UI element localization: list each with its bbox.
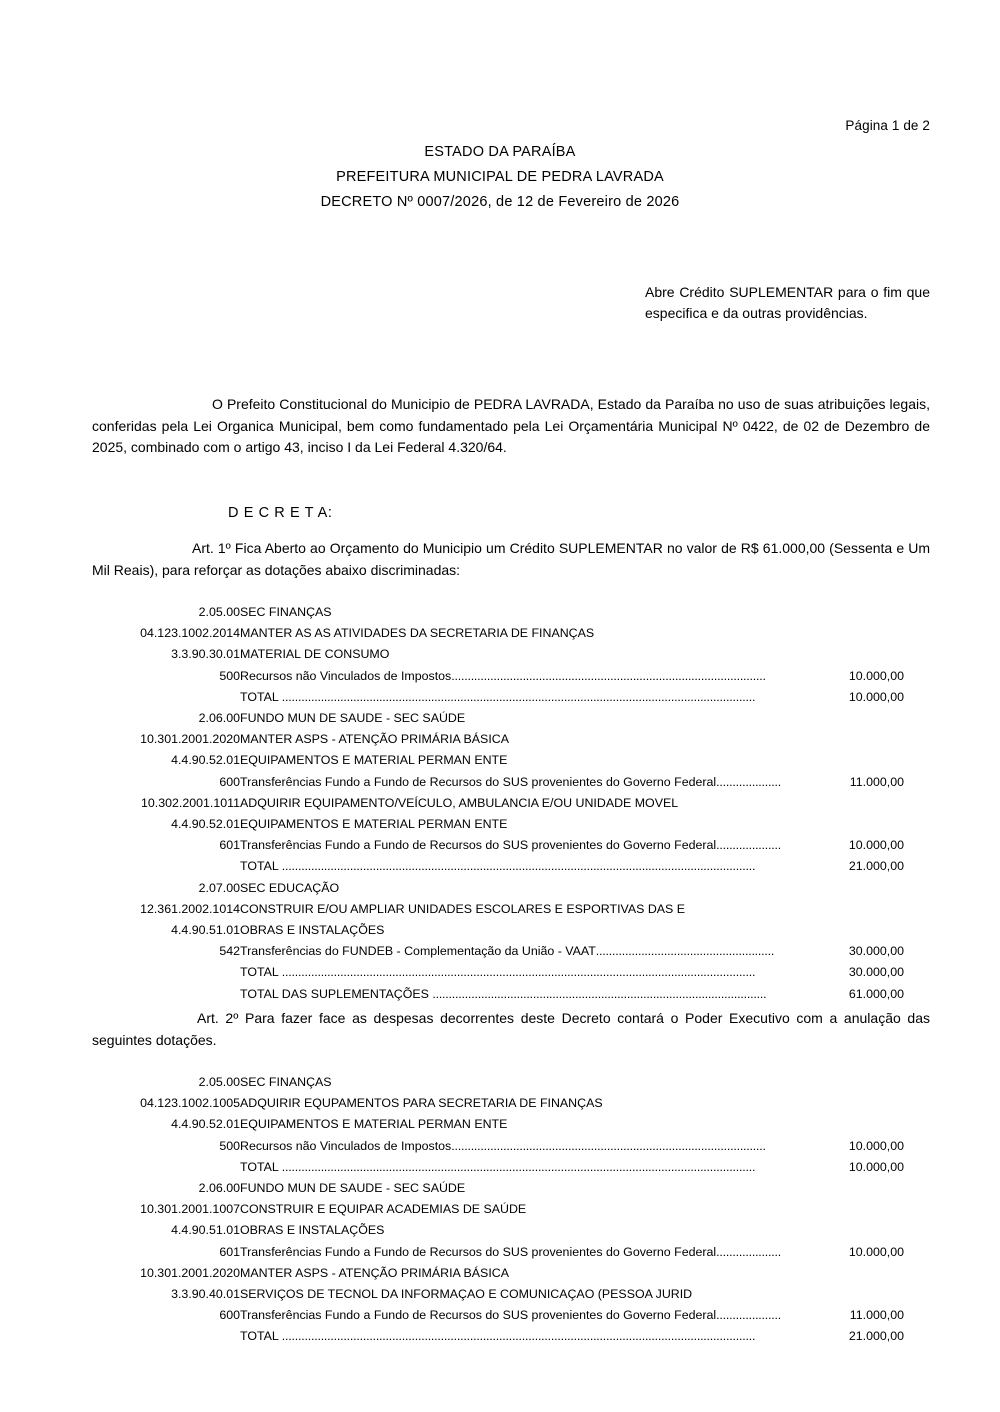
budget-code: 600 xyxy=(219,1308,240,1323)
budget-code: 4.4.90.52.01 xyxy=(171,753,240,768)
budget-code xyxy=(92,1157,240,1178)
budget-description: TOTAL DAS SUPLEMENTAÇÕES ....................................................................................................... xyxy=(240,986,767,1001)
budget-description: EQUIPAMENTOS E MATERIAL PERMAN ENTE xyxy=(240,1117,508,1132)
budget-description: TOTAL .................................................................................................................................................. xyxy=(240,965,756,980)
budget-value xyxy=(794,878,904,899)
budget-value: 11.000,00 xyxy=(849,1308,904,1323)
budget-value xyxy=(794,814,904,835)
budget-description: SERVIÇOS DE TECNOL DA INFORMAÇAO E COMUNICAÇAO (PESSOA JURID xyxy=(240,1287,693,1302)
table-row xyxy=(92,1305,904,1326)
budget-code: 4.4.90.51.01 xyxy=(171,1223,240,1238)
budget-value: 10.000,00 xyxy=(848,1159,904,1174)
budget-code xyxy=(92,962,240,983)
budget-code: 10.302.2001.1011 xyxy=(141,795,240,810)
table-row xyxy=(92,984,904,1005)
budget-value xyxy=(794,1263,904,1284)
budget-description: SEC EDUCAÇÃO xyxy=(240,880,340,895)
table-row xyxy=(92,729,904,750)
table-row xyxy=(92,1242,904,1263)
budget-value xyxy=(794,920,904,941)
table-row xyxy=(92,899,904,920)
table-row xyxy=(92,1220,904,1241)
budget-description: Transferências do FUNDEB - Complementação da União - VAAT....................................................... xyxy=(240,944,775,959)
budget-code: 2.06.00 xyxy=(198,1181,240,1196)
budget-value xyxy=(794,1199,904,1220)
table-row xyxy=(92,750,904,771)
budget-value: 30.000,00 xyxy=(848,965,904,980)
budget-value xyxy=(794,602,904,623)
budget-code: 601 xyxy=(219,838,240,853)
budget-code: 2.07.00 xyxy=(198,880,240,895)
budget-description: CONSTRUIR E/OU AMPLIAR UNIDADES ESCOLARES E ESPORTIVAS DAS E xyxy=(240,901,686,916)
budget-value xyxy=(794,1114,904,1135)
budget-code: 04.123.1002.1005 xyxy=(140,1096,240,1111)
table-row xyxy=(92,708,904,729)
budget-value xyxy=(794,750,904,771)
budget-value xyxy=(794,793,904,814)
budget-code xyxy=(92,856,240,877)
table-row xyxy=(92,941,904,962)
budget-value xyxy=(794,899,904,920)
table-row xyxy=(92,835,904,856)
budget-code: 2.06.00 xyxy=(198,711,240,726)
budget-description: MATERIAL DE CONSUMO xyxy=(240,647,390,662)
budget-description: OBRAS E INSTALAÇÕES xyxy=(240,1223,385,1238)
article-2-paragraph xyxy=(92,1008,930,1051)
budget-code: 3.3.90.30.01 xyxy=(171,647,240,662)
budget-value: 21.000,00 xyxy=(848,1329,904,1344)
table-row xyxy=(92,962,904,983)
table-row xyxy=(92,1157,904,1178)
annulment-table xyxy=(92,1072,904,1348)
budget-value: 30.000,00 xyxy=(848,944,904,959)
budget-code: 4.4.90.52.01 xyxy=(171,1117,240,1132)
budget-description: EQUIPAMENTOS E MATERIAL PERMAN ENTE xyxy=(240,753,508,768)
budget-description: FUNDO MUN DE SAUDE - SEC SAÚDE xyxy=(240,1181,466,1196)
budget-description: MANTER ASPS - ATENÇÃO PRIMÁRIA BÁSICA xyxy=(240,732,509,747)
page-number: Página 1 de 2 xyxy=(845,118,930,133)
budget-value: 11.000,00 xyxy=(849,774,904,789)
budget-description: Recursos não Vinculados de Impostos................................................................................................. xyxy=(240,668,766,683)
budget-code: 600 xyxy=(219,774,240,789)
budget-description: ADQUIRIR EQUPAMENTOS PARA SECRETARIA DE FINANÇAS xyxy=(240,1096,603,1111)
budget-code: 2.05.00 xyxy=(198,1075,240,1089)
table-row xyxy=(92,814,904,835)
table-row xyxy=(92,1199,904,1220)
budget-value xyxy=(794,644,904,665)
budget-description: TOTAL .................................................................................................................................................. xyxy=(240,689,756,704)
budget-description: MANTER ASPS - ATENÇÃO PRIMÁRIA BÁSICA xyxy=(240,1265,509,1280)
table-row xyxy=(92,623,904,644)
budget-value: 21.000,00 xyxy=(848,859,904,874)
budget-code: 10.301.2001.2020 xyxy=(140,732,240,747)
budget-value: 61.000,00 xyxy=(848,986,904,1001)
table-row xyxy=(92,878,904,899)
budget-value: 10.000,00 xyxy=(848,1138,904,1153)
article-1-paragraph xyxy=(92,538,930,581)
budget-value xyxy=(794,1093,904,1114)
header-state: ESTADO DA PARAÍBA xyxy=(424,144,576,160)
table-row xyxy=(92,1093,904,1114)
budget-description: Transferências Fundo a Fundo de Recursos do SUS provenientes do Governo Federal.................... xyxy=(240,1244,782,1259)
budget-value: 10.000,00 xyxy=(848,1244,904,1259)
budget-description: ADQUIRIR EQUIPAMENTO/VEÍCULO, AMBULANCIA E/OU UNIDADE MOVEL xyxy=(240,795,679,810)
budget-value: 10.000,00 xyxy=(848,668,904,683)
budget-value xyxy=(794,623,904,644)
table-row xyxy=(92,666,904,687)
budget-code xyxy=(92,687,240,708)
table-row xyxy=(92,920,904,941)
budget-description: OBRAS E INSTALAÇÕES xyxy=(240,923,385,938)
table-row xyxy=(92,1136,904,1157)
budget-description: Transferências Fundo a Fundo de Recursos do SUS provenientes do Governo Federal.................... xyxy=(240,838,782,853)
budget-value xyxy=(794,1178,904,1199)
header-municipality: PREFEITURA MUNICIPAL DE PEDRA LAVRADA xyxy=(336,169,664,185)
budget-description: Recursos não Vinculados de Impostos................................................................................................. xyxy=(240,1138,766,1153)
table-row xyxy=(92,1114,904,1135)
budget-value xyxy=(794,1284,904,1305)
table-row xyxy=(92,1284,904,1305)
budget-description: Transferências Fundo a Fundo de Recursos do SUS provenientes do Governo Federal.................... xyxy=(240,774,782,789)
decreta-heading: D E C R E T A: xyxy=(228,505,333,521)
budget-code xyxy=(92,984,240,1005)
budget-description: MANTER AS AS ATIVIDADES DA SECRETARIA DE FINANÇAS xyxy=(240,626,595,641)
supplementation-rows xyxy=(92,602,904,1005)
table-row xyxy=(92,856,904,877)
budget-value xyxy=(794,708,904,729)
budget-description: FUNDO MUN DE SAUDE - SEC SAÚDE xyxy=(240,711,466,726)
table-row xyxy=(92,793,904,814)
budget-value: 10.000,00 xyxy=(848,689,904,704)
budget-value xyxy=(794,729,904,750)
budget-code: 500 xyxy=(219,1138,240,1153)
table-row xyxy=(92,772,904,793)
budget-code: 12.361.2002.1014 xyxy=(140,901,240,916)
budget-description: EQUIPAMENTOS E MATERIAL PERMAN ENTE xyxy=(240,817,508,832)
budget-value: 10.000,00 xyxy=(848,838,904,853)
document-header xyxy=(0,0,1000,215)
budget-code: 4.4.90.52.01 xyxy=(171,817,240,832)
header-decree-number: DECRETO Nº 0007/2026, de 12 de Fevereiro de 2026 xyxy=(320,194,680,210)
table-row xyxy=(92,602,904,623)
budget-description: TOTAL .................................................................................................................................................. xyxy=(240,1329,756,1344)
budget-value xyxy=(794,1220,904,1241)
budget-code: 10.301.2001.1007 xyxy=(140,1202,240,1217)
budget-description: TOTAL .................................................................................................................................................. xyxy=(240,859,756,874)
budget-code: 4.4.90.51.01 xyxy=(171,923,240,938)
article-2-text: Art. 2º Para fazer face as despesas decorrentes deste Decreto contará o Poder Executivo com a anulação das seguintes dotações. xyxy=(92,1010,930,1048)
table-row xyxy=(92,1263,904,1284)
budget-code: 601 xyxy=(219,1244,240,1259)
preamble-paragraph xyxy=(92,394,930,459)
article-1-text: Art. 1º Fica Aberto ao Orçamento do Municipio um Crédito SUPLEMENTAR no valor de R$ 61.000,00 (Sessenta e Um Mil Reais), para reforçar as dotações abaixo discriminadas: xyxy=(92,540,930,578)
table-row xyxy=(92,1326,904,1347)
preamble-text: O Prefeito Constitucional do Municipio de PEDRA LAVRADA, Estado da Paraíba no uso de suas atribuições legais, conferidas pela Lei Organica Municipal, bem como fundamentado pela Lei Orçamentária Municipal Nº 0422, de 02 de Dezembro de 2025, combinado com o artigo 43, inciso I da Lei Federal 4.320/64. xyxy=(92,396,930,455)
table-row xyxy=(92,1072,904,1093)
ementa-text: Abre Crédito SUPLEMENTAR para o fim que especifica e da outras providências. xyxy=(645,284,930,321)
budget-code xyxy=(92,1326,240,1347)
budget-value xyxy=(794,1072,904,1093)
budget-code: 500 xyxy=(219,668,240,683)
budget-description: CONSTRUIR E EQUIPAR ACADEMIAS DE SAÚDE xyxy=(240,1202,527,1217)
budget-description: Transferências Fundo a Fundo de Recursos do SUS provenientes do Governo Federal.................... xyxy=(240,1308,782,1323)
annulment-rows xyxy=(92,1072,904,1348)
budget-code: 04.123.1002.2014 xyxy=(140,626,240,641)
budget-code: 2.05.00 xyxy=(198,605,240,619)
table-row xyxy=(92,644,904,665)
budget-code: 3.3.90.40.01 xyxy=(171,1287,240,1302)
budget-description: SEC FINANÇAS xyxy=(240,605,332,619)
budget-description: TOTAL .................................................................................................................................................. xyxy=(240,1159,756,1174)
supplementation-table xyxy=(92,602,904,1005)
table-row xyxy=(92,1178,904,1199)
budget-code: 542 xyxy=(219,944,240,959)
budget-description: SEC FINANÇAS xyxy=(240,1075,332,1089)
table-row xyxy=(92,687,904,708)
budget-code: 10.301.2001.2020 xyxy=(140,1265,240,1280)
